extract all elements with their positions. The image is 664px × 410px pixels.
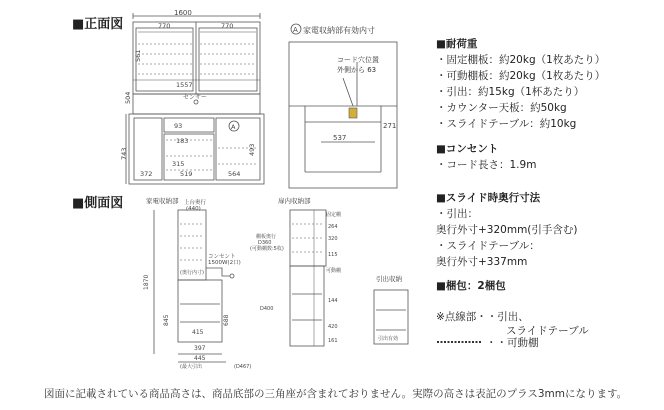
tobira-d400: D400 [260, 306, 274, 312]
slide-item: ・引出： [436, 208, 478, 220]
tobira-shelf-count: (可動棚数:5枚) [250, 246, 284, 252]
dim-1557: 1557 [176, 81, 193, 89]
kaden-depth-label: 上台奥行 [184, 200, 207, 206]
tobira-section-label: 扉内収納部 [278, 197, 311, 205]
front-view-drawing [120, 8, 280, 194]
tobira-shelf-depth-label: 棚板奥行 [256, 234, 277, 240]
outlet-label: コンセント [208, 254, 236, 260]
dim-445: 445 [194, 355, 206, 362]
dim-115: 115 [328, 252, 338, 258]
dim-519: 519 [180, 170, 193, 178]
legend-line1b: スライドテーブル [506, 325, 589, 337]
detail-a-drawing [285, 22, 403, 192]
outlet-item: ・コード長さ：1.9m [436, 159, 537, 171]
dim-743: 743 [120, 147, 128, 160]
load-item: ・固定棚板：約20kg（1枚あたり） [436, 54, 606, 66]
slide-item: ・スライドテーブル： [436, 240, 540, 252]
side-view-title: ■側面図 [72, 196, 124, 211]
slide-title: ■スライド時奥行寸法 [436, 192, 541, 204]
dim-320: 320 [328, 236, 338, 242]
dim-504: 504 [124, 91, 132, 104]
dim-161: 161 [328, 338, 338, 344]
dim-271: 271 [383, 122, 397, 130]
hikidashi-section-label: 引出収納 [376, 275, 402, 283]
sensor-label: センサー [183, 94, 208, 101]
tobira-shelf-depth: D360 [258, 240, 272, 246]
slide-item: 奥行外寸+337mm [436, 256, 528, 268]
kaden-depth-value: (440) [186, 206, 201, 212]
movable-shelf-dotted-icon [436, 338, 482, 346]
slide-item: 奥行外寸+320mm(引手含む) [436, 224, 578, 236]
dim-845: 845 [163, 314, 170, 326]
load-item: ・スライドテーブル：約10kg [436, 118, 577, 130]
slide-panel [436, 190, 578, 270]
cord-position-label: コード穴位置 [337, 56, 379, 64]
dim-1870: 1870 [143, 274, 150, 290]
detail-a-title: 家電収納部有効内寸 [303, 26, 375, 35]
legend-line2: ・・可動棚 [486, 337, 539, 349]
dim-372: 372 [140, 170, 153, 178]
pack-info: ■梱包：2梱包 [436, 280, 506, 292]
outlet-power: 1500W(2口) [208, 260, 241, 266]
dim-397: 397 [194, 345, 206, 352]
kaden-section-label: 家電収納部 [146, 197, 179, 205]
dim-493: 493 [248, 143, 256, 156]
load-item: ・引出：約15kg（1杯あたり） [436, 86, 585, 98]
kaden-inner-depth: (奥行内寸) [180, 270, 204, 276]
circle-a-label: A [231, 123, 236, 131]
dim-144: 144 [328, 298, 338, 304]
dim-561: 561 [134, 49, 142, 62]
side-view-drawing [142, 194, 426, 370]
dim-415: 415 [192, 329, 204, 336]
dim-1600: 1600 [174, 9, 192, 17]
dim-688: 688 [223, 314, 230, 326]
front-view-title: ■正面図 [72, 17, 124, 32]
dim-770-left: 770 [158, 22, 171, 30]
detail-a-circle: A [293, 26, 298, 34]
cord-offset-label: 外側から 63 [337, 66, 377, 74]
load-item: ・カウンター天板：約50kg [436, 102, 567, 114]
dim-315: 315 [172, 160, 185, 168]
hikidashi-depth-label: 引出有効 [378, 336, 399, 342]
outlet-title: ■コンセント [436, 143, 499, 155]
tobira-fixed-shelf: 固定棚 [326, 212, 342, 218]
specs-panel [436, 36, 605, 132]
dim-420: 420 [328, 324, 338, 330]
dim-183: 183 [176, 137, 189, 145]
dim-264: 264 [328, 224, 338, 230]
dim-564: 564 [228, 170, 241, 178]
dim-93: 93 [174, 122, 183, 130]
legend-line1: ※点線部・・引出、 [436, 311, 529, 323]
outlet-panel [436, 141, 536, 173]
dim-537: 537 [333, 134, 347, 142]
kaden-bottom-depth: (D467) [234, 364, 252, 370]
load-title: ■耐荷重 [436, 38, 478, 50]
load-item: ・可動棚板：約20kg（1枚あたり） [436, 70, 606, 82]
footer-note: 図面に記載されている商品高さは、商品底部の三角座が含まれておりません。実際の高さは表記のプラス3mmになります。 [44, 388, 628, 400]
kaden-bottom-note: (最大引出 [180, 364, 202, 370]
tobira-movable-shelf: 可動棚 [326, 268, 342, 274]
dim-770-right: 770 [221, 22, 234, 30]
